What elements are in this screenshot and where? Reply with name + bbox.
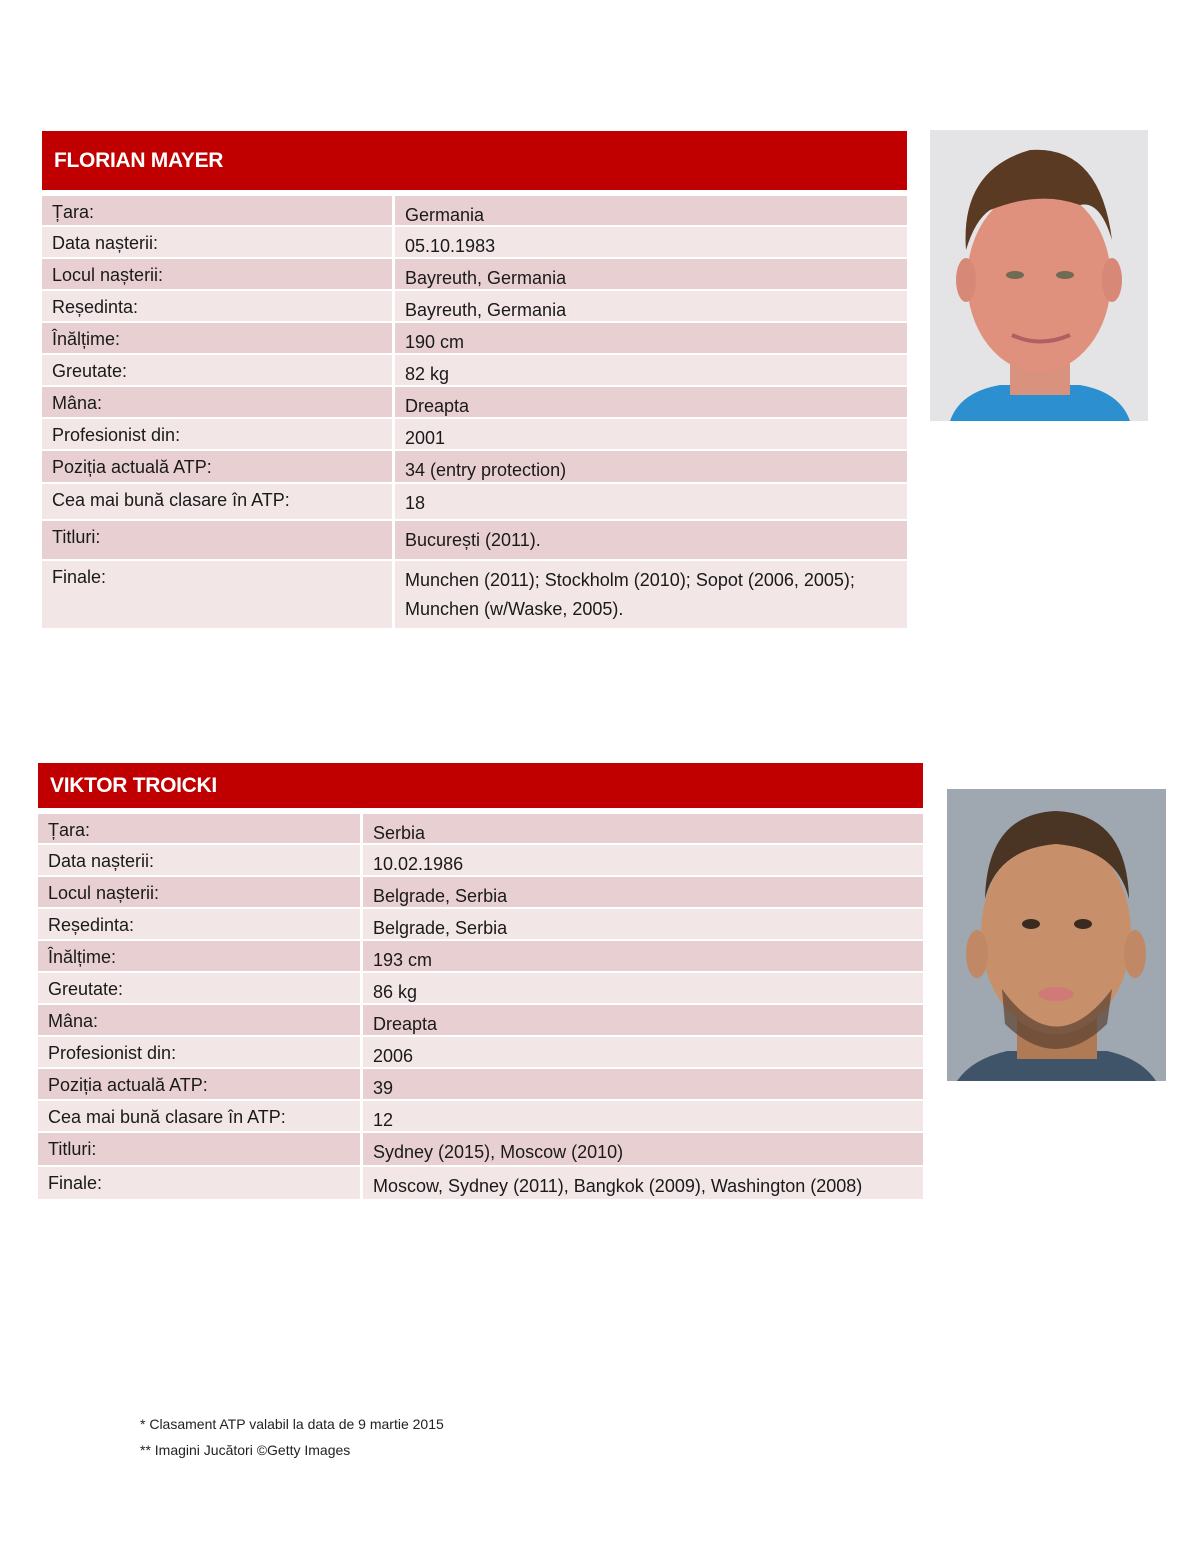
player-name: VIKTOR TROICKI xyxy=(50,773,217,797)
row-label: Greutate: xyxy=(38,973,363,1003)
row-label: Profesionist din: xyxy=(38,1037,363,1067)
row-value: Dreapta xyxy=(363,1005,923,1035)
row-value: 34 (entry protection) xyxy=(395,451,907,482)
table-row xyxy=(42,259,907,291)
table-row xyxy=(38,1005,923,1037)
table-row xyxy=(42,521,907,561)
row-value: 82 kg xyxy=(395,355,907,385)
footnotes xyxy=(140,1411,444,1463)
table-row xyxy=(38,909,923,941)
row-value: 39 xyxy=(363,1069,923,1099)
row-label: Poziția actuală ATP: xyxy=(38,1069,363,1099)
portrait-icon xyxy=(947,789,1166,1081)
row-label: Mâna: xyxy=(42,387,395,417)
row-label: Locul nașterii: xyxy=(42,259,395,289)
row-label: Cea mai bună clasare în ATP: xyxy=(42,484,395,519)
row-label: Data nașterii: xyxy=(38,845,363,875)
row-value: Bayreuth, Germania xyxy=(395,259,907,289)
row-label: Data nașterii: xyxy=(42,227,395,257)
table-row xyxy=(42,323,907,355)
row-value: 86 kg xyxy=(363,973,923,1003)
row-label: Finale: xyxy=(38,1167,363,1199)
table-row xyxy=(42,387,907,419)
row-label: Înălțime: xyxy=(38,941,363,971)
row-value: 2001 xyxy=(395,419,907,449)
footnote-atp-ranking: * Clasament ATP valabil la data de 9 martie 2015 xyxy=(140,1416,444,1432)
row-label: Finale: xyxy=(42,561,395,628)
row-value: Moscow, Sydney (2011), Bangkok (2009), Washington (2008) xyxy=(363,1167,923,1199)
row-value: 190 cm xyxy=(395,323,907,353)
player-photo-viktor-troicki xyxy=(947,789,1166,1081)
table-row xyxy=(42,484,907,521)
table-row xyxy=(38,973,923,1005)
player-card-viktor-troicki xyxy=(38,763,923,1201)
row-label: Înălțime: xyxy=(42,323,395,353)
row-label: Locul nașterii: xyxy=(38,877,363,907)
row-value: 05.10.1983 xyxy=(395,227,907,257)
table-row xyxy=(42,419,907,451)
row-value: Sydney (2015), Moscow (2010) xyxy=(363,1133,923,1165)
row-value: 2006 xyxy=(363,1037,923,1067)
row-value: Belgrade, Serbia xyxy=(363,877,923,907)
table-row xyxy=(42,561,907,630)
table-row xyxy=(42,196,907,227)
table-row xyxy=(38,814,923,845)
table-row xyxy=(38,877,923,909)
row-label: Reședinta: xyxy=(38,909,363,939)
table-row xyxy=(38,1167,923,1201)
table-row xyxy=(38,941,923,973)
row-value: Germania xyxy=(395,196,907,225)
row-value: 10.02.1986 xyxy=(363,845,923,875)
row-value: 12 xyxy=(363,1101,923,1131)
player-info-table xyxy=(42,196,907,630)
table-row xyxy=(42,355,907,387)
row-label: Cea mai bună clasare în ATP: xyxy=(38,1101,363,1131)
player-card-florian-mayer xyxy=(42,131,907,630)
row-value: București (2011). xyxy=(395,521,907,559)
row-label: Poziția actuală ATP: xyxy=(42,451,395,482)
row-value: Bayreuth, Germania xyxy=(395,291,907,321)
row-label: Titluri: xyxy=(38,1133,363,1165)
player-name-header xyxy=(42,131,907,190)
player-name: FLORIAN MAYER xyxy=(54,148,224,172)
table-row xyxy=(38,845,923,877)
row-value: 18 xyxy=(395,484,907,519)
table-row xyxy=(38,1037,923,1069)
player-info-table xyxy=(38,814,923,1201)
player-photo-florian-mayer xyxy=(930,130,1148,421)
row-label: Greutate: xyxy=(42,355,395,385)
portrait-icon xyxy=(930,130,1148,421)
player-name-header xyxy=(38,763,923,808)
table-row xyxy=(38,1069,923,1101)
table-row xyxy=(42,451,907,484)
table-row xyxy=(38,1101,923,1133)
row-label: Reședinta: xyxy=(42,291,395,321)
table-row xyxy=(38,1133,923,1167)
footnote-image-credit: ** Imagini Jucători ©Getty Images xyxy=(140,1442,351,1458)
row-value: 193 cm xyxy=(363,941,923,971)
row-label: Țara: xyxy=(42,196,395,225)
row-value: Munchen (2011); Stockholm (2010); Sopot (2006, 2005); Munchen (w/Waske, 2005). xyxy=(395,561,907,628)
table-row xyxy=(42,291,907,323)
table-row xyxy=(42,227,907,259)
row-value: Dreapta xyxy=(395,387,907,417)
row-label: Profesionist din: xyxy=(42,419,395,449)
row-label: Țara: xyxy=(38,814,363,843)
row-label: Titluri: xyxy=(42,521,395,559)
row-value: Belgrade, Serbia xyxy=(363,909,923,939)
row-label: Mâna: xyxy=(38,1005,363,1035)
row-value: Serbia xyxy=(363,814,923,843)
